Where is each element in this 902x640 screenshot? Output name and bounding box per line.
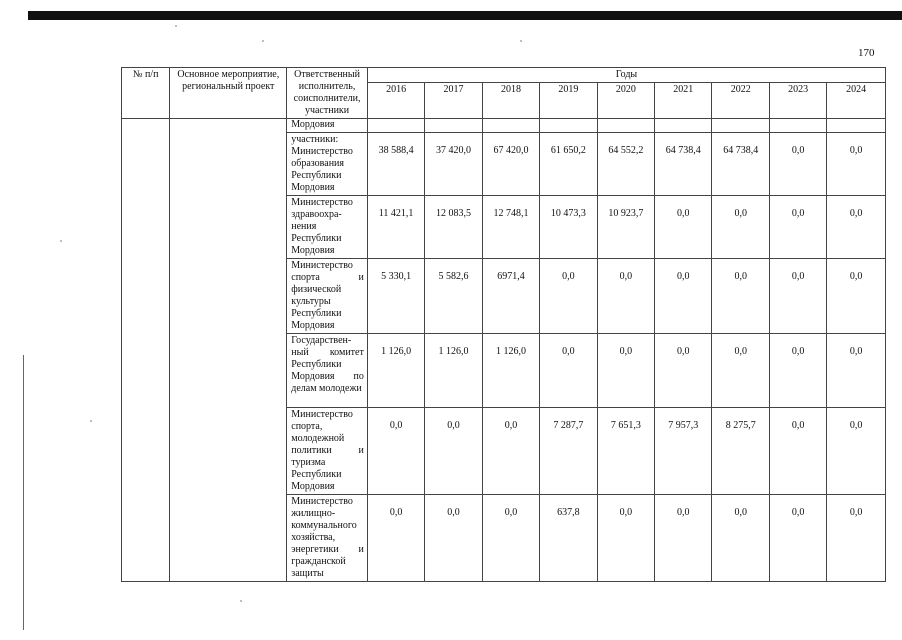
cell-value [482,119,539,133]
cell-value: 0,0 [597,495,654,582]
cell-executor: Министерство спорта и физической культуры Республики Мордовия [287,259,368,334]
cell-value: 0,0 [655,196,712,259]
cell-activity [170,119,287,582]
scan-speckle [90,420,92,422]
cell-value: 0,0 [769,133,826,196]
cell-value: 64 738,4 [655,133,712,196]
header-num: № п/п [122,68,170,119]
cell-value: 0,0 [655,259,712,334]
cell-num [122,119,170,582]
scan-speckle [262,40,264,42]
header-years-group: Годы [367,68,885,83]
cell-value: 61 650,2 [540,133,597,196]
cell-value: 0,0 [827,334,886,408]
cell-value: 0,0 [597,259,654,334]
cell-executor: участники: Министерство образования Республики Мордовия [287,133,368,196]
cell-value: 0,0 [367,408,424,495]
cell-value: 1 126,0 [425,334,482,408]
cell-value [655,119,712,133]
cell-value: 0,0 [540,334,597,408]
cell-value: 7 287,7 [540,408,597,495]
cell-value [712,119,769,133]
cell-value: 0,0 [769,408,826,495]
cell-value: 1 126,0 [367,334,424,408]
cell-value: 12 083,5 [425,196,482,259]
cell-value [769,119,826,133]
cell-value: 0,0 [425,495,482,582]
cell-executor: Министерство спорта, молодежной политики и туризма Республики Мордовия [287,408,368,495]
cell-value: 0,0 [827,495,886,582]
cell-value: 0,0 [712,196,769,259]
cell-value: 37 420,0 [425,133,482,196]
header-year: 2018 [482,83,539,119]
header-year: 2020 [597,83,654,119]
cell-value [827,119,886,133]
page-number: 170 [858,47,875,59]
cell-value: 38 588,4 [367,133,424,196]
header-year: 2019 [540,83,597,119]
cell-value: 67 420,0 [482,133,539,196]
cell-value: 1 126,0 [482,334,539,408]
cell-value: 0,0 [769,334,826,408]
cell-value: 5 582,6 [425,259,482,334]
budget-table [121,67,886,582]
cell-value: 0,0 [769,196,826,259]
scan-speckle [175,25,177,27]
scan-top-border [28,11,902,20]
header-year: 2023 [769,83,826,119]
scan-speckle [520,40,522,42]
header-year: 2022 [712,83,769,119]
header-year: 2016 [367,83,424,119]
cell-value: 11 421,1 [367,196,424,259]
cell-value: 0,0 [769,495,826,582]
cell-value [597,119,654,133]
cell-value: 0,0 [827,259,886,334]
cell-value: 0,0 [482,408,539,495]
cell-value: 0,0 [655,495,712,582]
cell-executor: Министерство жилищно- коммунального хозяйства, энергетики и гражданской защиты [287,495,368,582]
scan-speckle [240,600,242,602]
cell-value: 64 552,2 [597,133,654,196]
cell-value: 0,0 [597,334,654,408]
cell-value: 12 748,1 [482,196,539,259]
header-activity: Основное мероприятие, региональный проект [170,68,287,119]
cell-value: 0,0 [712,334,769,408]
cell-value: 7 957,3 [655,408,712,495]
cell-executor: Мордовия [287,119,368,133]
cell-value: 0,0 [425,408,482,495]
cell-value: 7 651,3 [597,408,654,495]
header-year: 2021 [655,83,712,119]
cell-value: 0,0 [540,259,597,334]
cell-value: 64 738,4 [712,133,769,196]
cell-value: 10 923,7 [597,196,654,259]
cell-value [540,119,597,133]
cell-value: 5 330,1 [367,259,424,334]
cell-value: 0,0 [827,408,886,495]
cell-value: 0,0 [827,196,886,259]
header-executor: Ответственный исполнитель, соисполнители, участники [287,68,368,119]
scan-left-edge [23,355,24,630]
scan-speckle [60,240,62,242]
cell-value: 6971,4 [482,259,539,334]
table-row [122,119,886,133]
cell-value [367,119,424,133]
cell-executor: Министерство здравоохра- нения Республики Мордовия [287,196,368,259]
header-year: 2017 [425,83,482,119]
cell-value: 0,0 [482,495,539,582]
cell-value: 0,0 [769,259,826,334]
cell-value: 0,0 [827,133,886,196]
cell-value: 8 275,7 [712,408,769,495]
cell-value: 10 473,3 [540,196,597,259]
cell-value: 0,0 [712,495,769,582]
cell-value: 637,8 [540,495,597,582]
cell-executor: Государствен- ный комитет Республики Мордовия по делам молодежи [287,334,368,408]
cell-value [425,119,482,133]
cell-value: 0,0 [712,259,769,334]
cell-value: 0,0 [655,334,712,408]
header-year: 2024 [827,83,886,119]
cell-value: 0,0 [367,495,424,582]
